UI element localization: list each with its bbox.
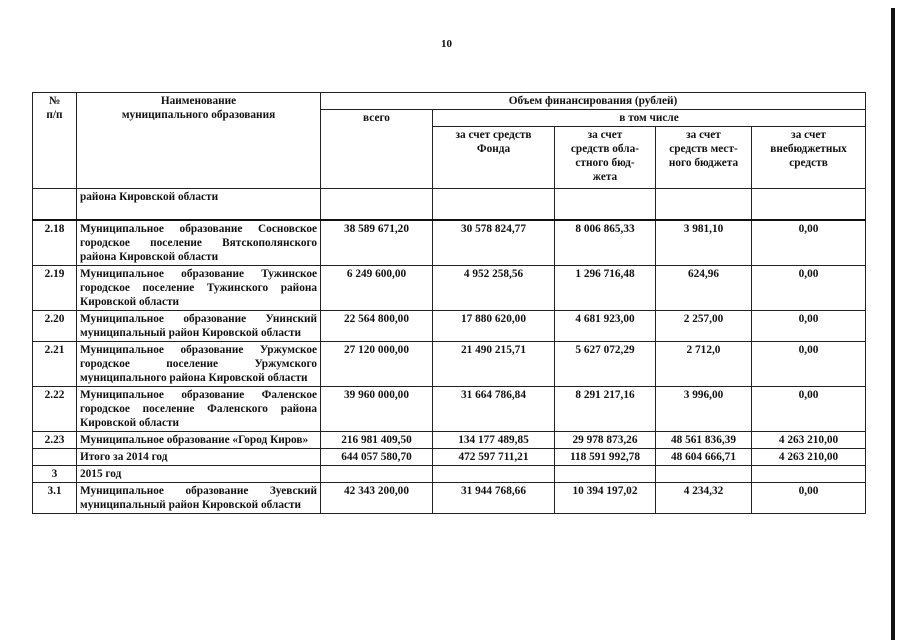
total-fund: 472 597 711,21 bbox=[433, 448, 555, 465]
row-local: 4 234,32 bbox=[656, 482, 752, 513]
row-num: 2.23 bbox=[33, 431, 77, 448]
row-name: Муниципальное образование Уржумское городское поселение Уржумского муниципального района Кировской области bbox=[77, 341, 321, 386]
row-total: 6 249 600,00 bbox=[321, 265, 433, 310]
cell-empty bbox=[433, 189, 555, 220]
row-num: 2.21 bbox=[33, 341, 77, 386]
row-local: 3 981,10 bbox=[656, 220, 752, 266]
table-row bbox=[33, 482, 866, 513]
row-regional: 8 291 217,16 bbox=[555, 386, 656, 431]
row-extra: 0,00 bbox=[752, 310, 866, 341]
row-local: 624,96 bbox=[656, 265, 752, 310]
row-regional: 8 006 865,33 bbox=[555, 220, 656, 266]
cell-empty bbox=[555, 189, 656, 220]
cell-empty bbox=[33, 448, 77, 465]
row-total: 42 343 200,00 bbox=[321, 482, 433, 513]
table-row bbox=[33, 431, 866, 448]
header-total: всего bbox=[321, 110, 433, 189]
row-regional: 5 627 072,29 bbox=[555, 341, 656, 386]
row-local: 2 257,00 bbox=[656, 310, 752, 341]
total-row bbox=[33, 448, 866, 465]
row-fund: 17 880 620,00 bbox=[433, 310, 555, 341]
row-name: Муниципальное образование «Город Киров» bbox=[77, 431, 321, 448]
total-local: 48 604 666,71 bbox=[656, 448, 752, 465]
cell-empty bbox=[656, 465, 752, 482]
section-row bbox=[33, 465, 866, 482]
row-local: 3 996,00 bbox=[656, 386, 752, 431]
row-name: Муниципальное образование Фаленское городское поселение Фаленского района Кировской области bbox=[77, 386, 321, 431]
row-fund: 31 664 786,84 bbox=[433, 386, 555, 431]
row-num: 2.19 bbox=[33, 265, 77, 310]
continuation-row bbox=[33, 189, 866, 220]
row-local: 48 561 836,39 bbox=[656, 431, 752, 448]
row-total: 39 960 000,00 bbox=[321, 386, 433, 431]
header-name: Наименование муниципального образования bbox=[77, 93, 321, 189]
row-extra: 0,00 bbox=[752, 220, 866, 266]
cell-empty bbox=[752, 465, 866, 482]
cell-empty bbox=[433, 465, 555, 482]
header-volume: Объем финансирования (рублей) bbox=[321, 93, 866, 110]
total-extra: 4 263 210,00 bbox=[752, 448, 866, 465]
row-name: Муниципальное образование Унинский муниципальный район Кировской области bbox=[77, 310, 321, 341]
table-row bbox=[33, 341, 866, 386]
row-num: 2.22 bbox=[33, 386, 77, 431]
row-extra: 0,00 bbox=[752, 265, 866, 310]
total-label: Итого за 2014 год bbox=[77, 448, 321, 465]
row-num: 2.20 bbox=[33, 310, 77, 341]
row-fund: 21 490 215,71 bbox=[433, 341, 555, 386]
cell-empty bbox=[33, 189, 77, 220]
row-total: 22 564 800,00 bbox=[321, 310, 433, 341]
row-total: 216 981 409,50 bbox=[321, 431, 433, 448]
page-number: 10 bbox=[441, 38, 452, 50]
row-name: Муниципальное образование Сосновское городское поселение Вятскополянского района Кировской области bbox=[77, 220, 321, 266]
cell-empty bbox=[321, 189, 433, 220]
row-num: 2.18 bbox=[33, 220, 77, 266]
row-name: Муниципальное образование Тужинское городское поселение Тужинского района Кировской области bbox=[77, 265, 321, 310]
header-including: в том числе bbox=[433, 110, 866, 127]
cell-empty bbox=[656, 189, 752, 220]
row-regional: 29 978 873,26 bbox=[555, 431, 656, 448]
header-num: № п/п bbox=[33, 93, 77, 189]
header-extra: за счет внебюджетных средств bbox=[752, 127, 866, 189]
scan-edge-line bbox=[891, 8, 895, 640]
row-fund: 31 944 768,66 bbox=[433, 482, 555, 513]
row-extra: 4 263 210,00 bbox=[752, 431, 866, 448]
table-row bbox=[33, 220, 866, 266]
section-label: 2015 год bbox=[77, 465, 321, 482]
cell-empty bbox=[555, 465, 656, 482]
header-fund: за счет средств Фонда bbox=[433, 127, 555, 189]
row-regional: 10 394 197,02 bbox=[555, 482, 656, 513]
row-regional: 4 681 923,00 bbox=[555, 310, 656, 341]
row-fund: 134 177 489,85 bbox=[433, 431, 555, 448]
row-extra: 0,00 bbox=[752, 341, 866, 386]
table-row bbox=[33, 265, 866, 310]
row-total: 27 120 000,00 bbox=[321, 341, 433, 386]
total-sum: 644 057 580,70 bbox=[321, 448, 433, 465]
row-regional: 1 296 716,48 bbox=[555, 265, 656, 310]
header-regional: за счет средств обла- стного бюд- жета bbox=[555, 127, 656, 189]
row-extra: 0,00 bbox=[752, 386, 866, 431]
total-regional: 118 591 992,78 bbox=[555, 448, 656, 465]
row-fund: 4 952 258,56 bbox=[433, 265, 555, 310]
table-row bbox=[33, 386, 866, 431]
row-total: 38 589 671,20 bbox=[321, 220, 433, 266]
cell-empty bbox=[752, 189, 866, 220]
header-local: за счет средств мест- ного бюджета bbox=[656, 127, 752, 189]
section-num: 3 bbox=[33, 465, 77, 482]
row-extra: 0,00 bbox=[752, 482, 866, 513]
row-num: 3.1 bbox=[33, 482, 77, 513]
header-row-1 bbox=[33, 93, 866, 110]
financing-table bbox=[32, 92, 866, 514]
continuation-text: района Кировской области bbox=[77, 189, 321, 220]
table-row bbox=[33, 310, 866, 341]
cell-empty bbox=[321, 465, 433, 482]
row-name: Муниципальное образование Зуевский муниципальный район Кировской области bbox=[77, 482, 321, 513]
row-local: 2 712,0 bbox=[656, 341, 752, 386]
row-fund: 30 578 824,77 bbox=[433, 220, 555, 266]
